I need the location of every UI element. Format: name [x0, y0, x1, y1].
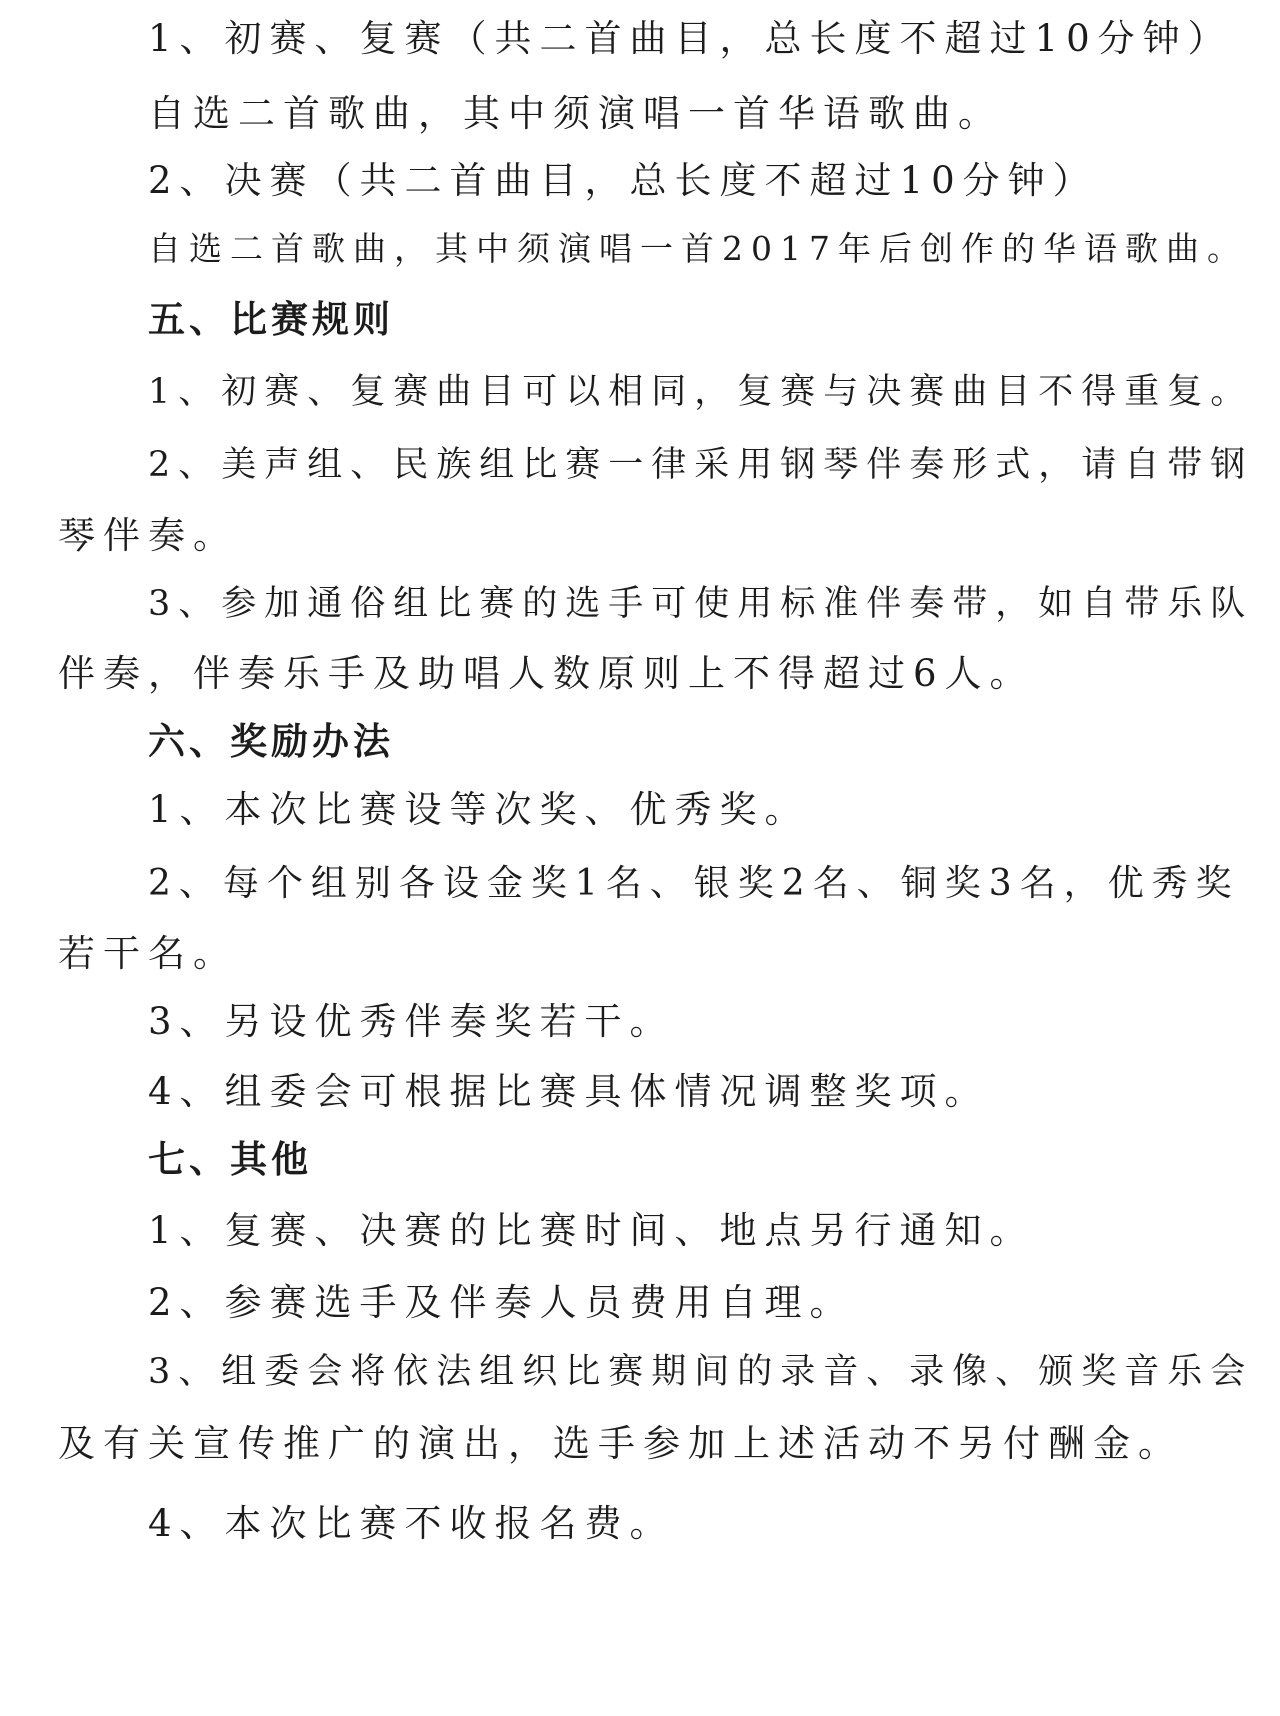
other-item-4: 4、本次比赛不收报名费。 — [148, 1502, 675, 1545]
other-item-3: 3、组委会将依法组织比赛期间的录音、录像、颁奖音乐会 — [148, 1352, 1254, 1392]
rule-item-1: 1、初赛、复赛曲目可以相同，复赛与决赛曲目不得重复。 — [148, 372, 1254, 412]
award-item-1: 1、本次比赛设等次奖、优秀奖。 — [148, 788, 810, 831]
other-item-1: 1、复赛、决赛的比赛时间、地点另行通知。 — [148, 1209, 1035, 1252]
para-final-title: 2、决赛（共二首曲目，总长度不超过10分钟） — [148, 159, 1098, 202]
other-item-3-cont: 及有关宣传推广的演出，选手参加上述活动不另付酬金。 — [58, 1422, 1183, 1465]
rule-item-3: 3、参加通俗组比赛的选手可使用标准伴奏带，如自带乐队 — [148, 584, 1254, 624]
para-round1-title: 1、初赛、复赛（共二首曲目，总长度不超过10分钟） — [148, 17, 1233, 60]
award-item-4: 4、组委会可根据比赛具体情况调整奖项。 — [148, 1070, 990, 1113]
rule-item-2-cont: 琴伴奏。 — [58, 514, 238, 557]
rule-item-2: 2、美声组、民族组比赛一律采用钢琴伴奏形式，请自带钢 — [148, 445, 1254, 485]
award-item-2: 2、每个组别各设金奖1名、银奖2名、铜奖3名，优秀奖 — [148, 863, 1240, 904]
section-heading-rules: 五、比赛规则 — [148, 298, 394, 341]
award-item-3: 3、另设优秀伴奏奖若干。 — [148, 1000, 675, 1043]
para-final-body: 自选二首歌曲，其中须演唱一首2017年后创作的华语歌曲。 — [148, 229, 1248, 268]
section-heading-awards: 六、奖励办法 — [148, 720, 394, 763]
para-round1-body: 自选二首歌曲，其中须演唱一首华语歌曲。 — [148, 92, 1003, 135]
award-item-2-cont: 若干名。 — [58, 932, 238, 975]
rule-item-3-cont: 伴奏，伴奏乐手及助唱人数原则上不得超过6人。 — [58, 652, 1035, 695]
other-item-2: 2、参赛选手及伴奏人员费用自理。 — [148, 1281, 855, 1324]
section-heading-other: 七、其他 — [148, 1138, 312, 1181]
